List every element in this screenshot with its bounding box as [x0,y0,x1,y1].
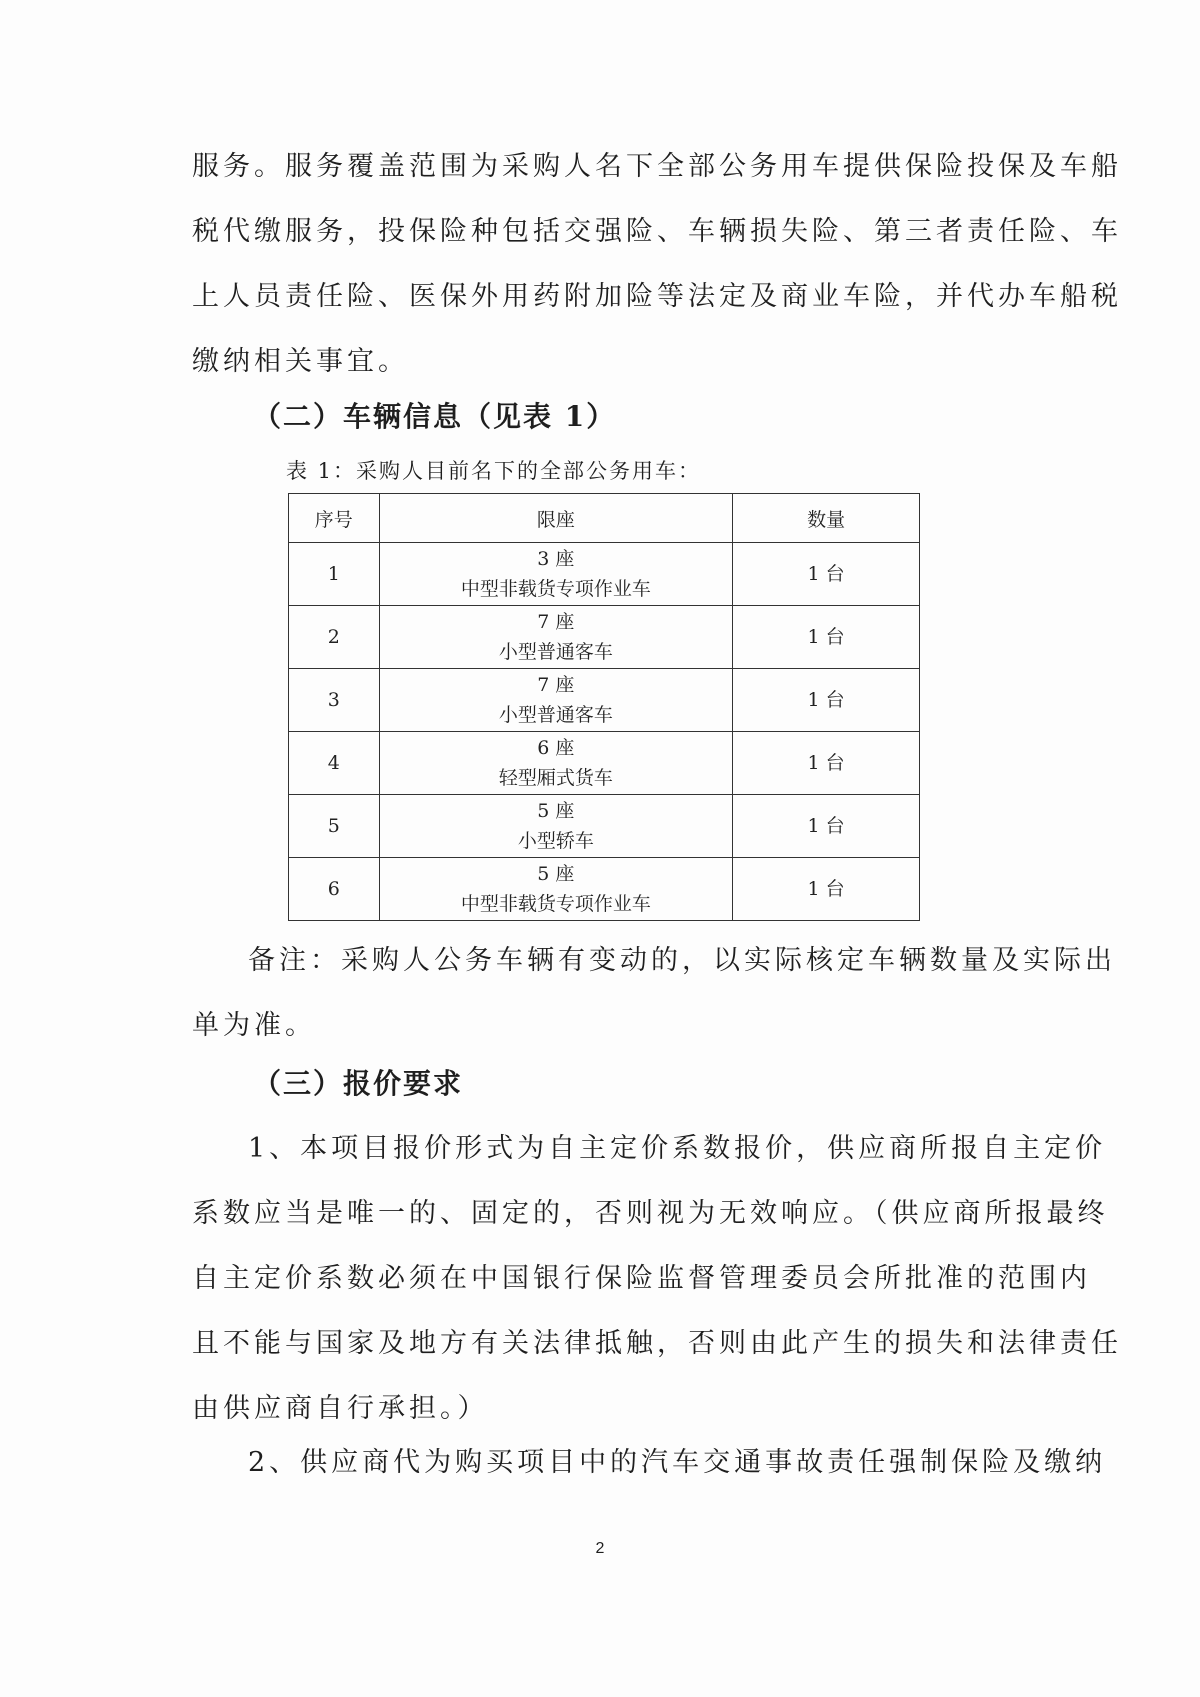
quote-item-2-paragraph [192,1430,1107,1495]
table-row [289,669,920,732]
table-header-row [289,494,920,543]
item-line: 2、供应商代为购买项目中的汽车交通事故责任强制保险及缴纳 [248,1447,1107,1478]
item-line: 1、本项目报价形式为自主定价系数报价，供应商所报自主定价 [248,1133,1107,1164]
cell-seats [379,795,733,858]
item-line: 自主定价系数必须在中国银行保险监督管理委员会所批准的范围内 [192,1263,1091,1294]
seat-count: 3 座 [537,548,575,570]
table-row [289,858,920,921]
cell-quantity: 1 台 [733,795,920,858]
cell-quantity: 1 台 [733,858,920,921]
seat-count: 6 座 [537,737,575,759]
note-paragraph [192,928,1116,1058]
cell-number: 4 [289,732,380,795]
note-line: 备注：采购人公务车辆有变动的，以实际核定车辆数量及实际出 [248,945,1116,976]
table-row [289,795,920,858]
item-line: 且不能与国家及地方有关法律抵触，否则由此产生的损失和法律责任 [192,1328,1122,1359]
seat-count: 7 座 [537,611,575,633]
cell-seats [379,669,733,732]
header-quantity: 数量 [733,494,920,543]
cell-quantity: 1 台 [733,606,920,669]
cell-number: 1 [289,543,380,606]
cell-quantity: 1 台 [733,732,920,795]
service-scope-paragraph [192,134,1122,394]
cell-quantity: 1 台 [733,543,920,606]
cell-seats [379,543,733,606]
paragraph-line: 服务。服务覆盖范围为采购人名下全部公务用车提供保险投保及车船 [192,151,1122,182]
paragraph-line: 税代缴服务，投保险种包括交强险、车辆损失险、第三者责任险、车 [192,216,1122,247]
vehicle-type: 小型普通客车 [498,704,613,726]
seat-count: 5 座 [537,863,575,885]
section-heading-vehicle-info: （二）车辆信息（见表 1） [253,400,617,433]
table-caption: 表 1：采购人目前名下的全部公务用车： [286,459,702,483]
paragraph-line: 缴纳相关事宜。 [192,346,409,377]
paragraph-line: 上人员责任险、医保外用药附加险等法定及商业车险，并代办车船税 [192,281,1122,312]
cell-quantity: 1 台 [733,669,920,732]
seat-count: 5 座 [537,800,575,822]
quote-item-1-paragraph [192,1116,1122,1441]
cell-seats [379,606,733,669]
section-heading-quote-requirements: （三）报价要求 [253,1067,464,1100]
table-row [289,732,920,795]
cell-seats [379,858,733,921]
vehicle-type: 轻型厢式货车 [498,767,613,789]
vehicle-type: 中型非载货专项作业车 [460,578,651,600]
seat-count: 7 座 [537,674,575,696]
cell-number: 2 [289,606,380,669]
cell-number: 6 [289,858,380,921]
vehicle-type: 小型轿车 [517,830,594,852]
table-row [289,606,920,669]
header-seats: 限座 [379,494,733,543]
header-number: 序号 [289,494,380,543]
cell-number: 3 [289,669,380,732]
vehicle-type: 中型非载货专项作业车 [460,893,651,915]
vehicle-type: 小型普通客车 [498,641,613,663]
item-line: 由供应商自行承担。） [192,1393,489,1424]
vehicle-table [288,493,920,921]
cell-number: 5 [289,795,380,858]
page-number: 2 [595,1540,605,1557]
table-row [289,543,920,606]
item-line: 系数应当是唯一的、固定的，否则视为无效响应。（供应商所报最终 [192,1198,1109,1229]
note-line: 单为准。 [192,1010,316,1041]
cell-seats [379,732,733,795]
